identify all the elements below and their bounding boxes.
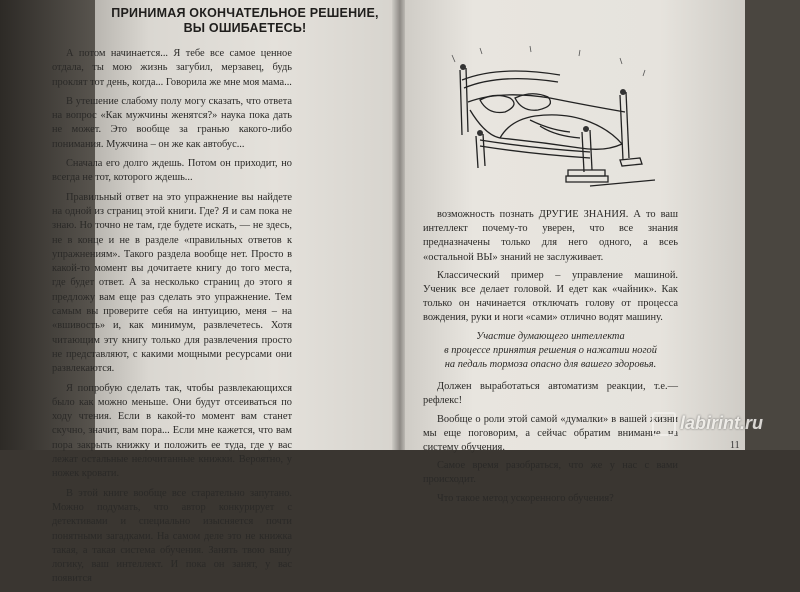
paragraph: возможность познать ДРУГИЕ ЗНАНИЯ. А то ваш интеллект почему-то уверен, что все знания предназначены только для него одного, а всеь «остальной ВЫ» знаний не заслуживает. (423, 209, 678, 263)
bed-illustration (440, 40, 660, 190)
background-right (745, 0, 800, 450)
paragraph: А потом начинается... Я тебе все самое ценное отдала, ты мою жизнь загубил, мерзавец, будь проклят тот день, когда... Говорила же мне моя мама... (52, 48, 292, 88)
emphasis-line-2: в процессе принятия решения о нажатии ногой (444, 344, 657, 356)
paragraph: В этой книге вообще все старательно запутано. Можно подумать, что автор конкурирует с детективами и специально изысняется почти понятными загадками. На самом деле это не книжка такая, а такая система обучения. Занять твою вашу логику, ваш интеллект. И пока он занят, у вас появится (52, 487, 292, 585)
emphasis-line-3: на педаль тормоза опасно для вашего здоровья. (444, 359, 657, 371)
labirint-logo-icon (652, 412, 676, 436)
chapter-heading (107, 6, 383, 36)
paragraph: Что такое метод ускоренного обучения? (437, 492, 614, 504)
paragraph: Классический пример – управление машиной. Ученик все делает головой. И едет как «чайник». Как только он начинается отключать голову от процесса вождения, руки и ноги «сами» отлично водят машину. (423, 269, 678, 324)
watermark-text: labirint.ru (680, 412, 764, 433)
paragraph: Правильный ответ на это упражнение вы найдете на одной из страниц этой книги. Где? Я и сам пока не знаю. Но точно не там, где будете искать, — не здесь, не в конце и не в разделе «правильных ответов к упражнениям». Такого раздела вообще нет. Просто в какой-то момент вы дочитаете книгу до того места, где будет ответ. А за несколько страниц до этого я предложу вам еще раз сделать это упражнение. Тем самым вы проверите себя на интуицию, меня – на «вшивость» и, как минимум, развлечетесь. Хотя читающим эту книгу только для развлечения просто не представляют, с какими мощными ресурсами они развлекаются. (52, 191, 292, 375)
heading-line-1: ПРИНИМАЯ ОКОНЧАТЕЛЬНОЕ РЕШЕНИЕ, (111, 6, 379, 20)
right-text-column (423, 208, 678, 510)
paragraph: Вообще о роли этой самой «думалки» в вашей жизни мы еще поговорим, а сейчас обратим внимание на систему обучения. (423, 413, 678, 454)
paragraph: В утешение слабому полу могу сказать, что ответа на вопрос «Как мужчины женятся?» наука пока дать не может. Это вообще за гранью какого-либо понимания. Мужчина – он же как автобус... (52, 95, 292, 150)
emphasis-line-1: Участие думающего интеллекта (476, 330, 625, 342)
page-number: 11 (730, 440, 740, 451)
left-text-column (52, 47, 292, 592)
paragraph: Я попробую сделать так, чтобы развлекающихся было как можно меньше. Они будут отсеиваться по ходу чтения. Если в какой-то момент вам станет скучно, значит, вам пора... Если мне кажется, что вам пора закрыть книжку и положить ее туда, где у вас лежат остальные нелочитанные книжки. Вероятно, у ножек кровати. (52, 382, 292, 480)
paragraph: Сначала его долго ждешь. Потом он приходит, но всегда не тот, которого ждешь... (52, 158, 292, 184)
paragraph: Самое время разобраться, что же у нас с вами происходит. (423, 460, 678, 486)
paragraph: Должен выработаться автоматизм реакции, т.е.— рефлекс! (423, 381, 678, 407)
watermark (652, 412, 792, 442)
heading-line-2: ВЫ ОШИБАЕТЕСЬ! (183, 21, 307, 35)
